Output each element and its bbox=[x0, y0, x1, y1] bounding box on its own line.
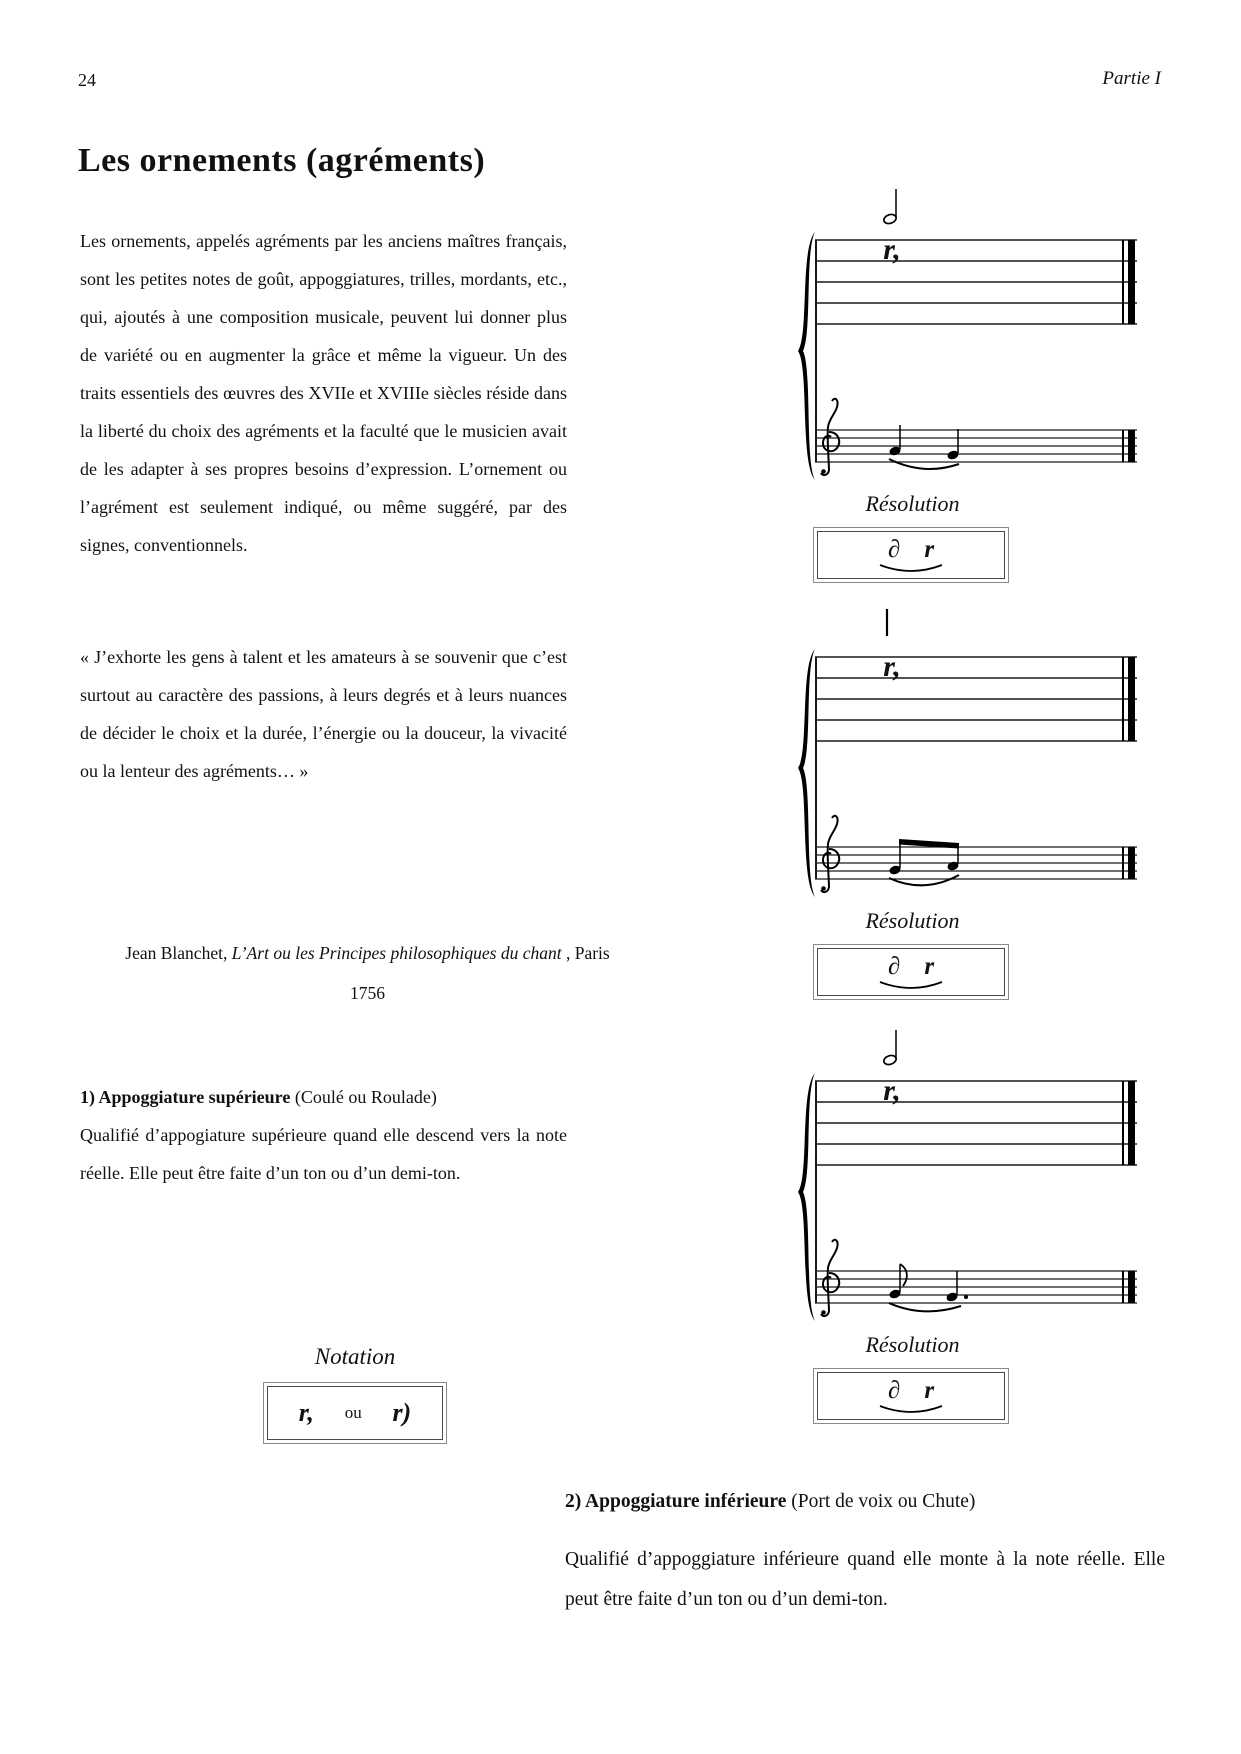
resolution-box-inner bbox=[817, 948, 1005, 996]
beamed-notes bbox=[888, 839, 959, 885]
music-figure-2 bbox=[795, 602, 1145, 1012]
resolution-label: Résolution bbox=[865, 491, 960, 516]
resolution-box bbox=[813, 1368, 1009, 1424]
resolution-symbol-right: r bbox=[924, 535, 935, 563]
section-2-body: Qualifié d’appoggiature inférieure quand elle monte à la note réelle. Elle peut être faite d’un ton ou d’un demi-ton. bbox=[565, 1549, 1165, 1610]
resolution-symbol-right: r bbox=[924, 952, 935, 980]
resolution-label: Résolution bbox=[865, 908, 960, 933]
section-1 bbox=[80, 1078, 567, 1192]
attribution-place-year: , Paris 1756 bbox=[350, 943, 610, 1003]
staff-system-icon bbox=[795, 185, 1145, 485]
flag-icon bbox=[900, 1264, 907, 1286]
ornament-sign: r, bbox=[883, 650, 901, 683]
section-1-heading-bold: 1) Appoggiature supérieure bbox=[80, 1087, 291, 1107]
section-1-body: Qualifié d’appogiature supérieure quand elle descend vers la note réelle. Elle peut être faite d’un ton ou d’un demi-ton. bbox=[80, 1125, 567, 1183]
section-2-heading bbox=[565, 1482, 1165, 1522]
page-number: 24 bbox=[78, 70, 96, 90]
treble-clef-icon bbox=[821, 1240, 839, 1316]
resolution-label: Résolution bbox=[865, 1332, 960, 1357]
staff-system-icon bbox=[795, 602, 1145, 902]
system-brace-icon bbox=[798, 232, 815, 480]
notation-box bbox=[263, 1382, 447, 1444]
upper-staff-lines bbox=[815, 1081, 1137, 1165]
system-brace-icon bbox=[798, 649, 815, 897]
augmentation-dot bbox=[964, 1295, 968, 1299]
attribution-work-title: L’Art ou les Principes philosophiques du chant bbox=[231, 943, 562, 963]
ornament-sign: r, bbox=[883, 233, 901, 266]
resolution-box-inner bbox=[817, 1372, 1005, 1420]
appoggiatura-comma-symbol: r, bbox=[298, 1398, 314, 1427]
lower-staff-lines bbox=[815, 430, 1137, 462]
music-figure-1 bbox=[795, 185, 1145, 595]
half-note-icon bbox=[883, 1030, 898, 1066]
resolution-symbol-left: ∂ bbox=[887, 1376, 901, 1404]
appoggiatura-paren-symbol: r) bbox=[392, 1398, 412, 1427]
section-2-heading-bold: 2) Appoggiature inférieure bbox=[565, 1491, 787, 1512]
upper-staff-lines bbox=[815, 657, 1137, 741]
section-1-heading-paren: (Coulé ou Roulade) bbox=[290, 1087, 437, 1107]
resolution-symbol-left: ∂ bbox=[887, 535, 901, 563]
treble-clef-icon bbox=[821, 399, 839, 475]
notation-conjunction: ou bbox=[344, 1403, 362, 1422]
notation-box-inner bbox=[267, 1386, 443, 1440]
treble-clef-icon bbox=[821, 816, 839, 892]
part-header: Partie I bbox=[1102, 68, 1161, 89]
notation-label: Notation bbox=[314, 1344, 396, 1369]
resolution-box bbox=[813, 944, 1009, 1000]
final-double-barline bbox=[1122, 240, 1135, 462]
slur-icon bbox=[876, 562, 946, 574]
slur-icon bbox=[889, 1303, 961, 1311]
lower-staff-lines bbox=[815, 1271, 1137, 1303]
final-double-barline bbox=[1122, 657, 1135, 879]
page-title: Les ornements (agréments) bbox=[78, 142, 486, 179]
half-note-icon bbox=[883, 189, 898, 225]
upper-staff-lines bbox=[815, 240, 1137, 324]
attribution bbox=[115, 933, 620, 1013]
intro-paragraph: Les ornements, appelés agréments par les anciens maîtres français, sont les petites notes de goût, appoggiatures, trilles, mordants, etc., qui, ajoutés à une composition musicale, peuvent lui donner plus de variété ou en augmenter la grâce et même la vigueur. Un des traits essentiels des œuvres des XVIIe et XVIIIe siècles réside dans la liberté du choix des agréments et la faculté que le musicien avait de les adapter à ses propres besoins d’expression. L’ornement ou l’agrément est seulement indiqué, ou même suggéré, par des signes, conventionnels. bbox=[80, 231, 567, 555]
section-2-heading-paren: (Port de voix ou Chute) bbox=[786, 1491, 976, 1512]
section-1-heading bbox=[80, 1078, 567, 1116]
lower-staff-lines bbox=[815, 847, 1137, 879]
system-brace-icon bbox=[798, 1073, 815, 1321]
resolution-box-inner bbox=[817, 531, 1005, 579]
attribution-author: Jean Blanchet, bbox=[125, 943, 232, 963]
slur-icon bbox=[876, 1403, 946, 1415]
ornament-sign: r, bbox=[883, 1074, 901, 1107]
section-2 bbox=[565, 1482, 1165, 1620]
resolution-symbol-left: ∂ bbox=[887, 952, 901, 980]
resolution-box bbox=[813, 527, 1009, 583]
music-figure-3 bbox=[795, 1026, 1145, 1436]
final-double-barline bbox=[1122, 1081, 1135, 1303]
resolution-symbol-right: r bbox=[924, 1376, 935, 1404]
staff-system-icon bbox=[795, 1026, 1145, 1326]
slur-icon bbox=[889, 875, 959, 885]
slur-icon bbox=[876, 979, 946, 991]
quote-paragraph: « J’exhorte les gens à talent et les amateurs à se souvenir que c’est surtout au caractère des passions, à leurs degrés et à leurs nuances de décider le choix et la durée, l’énergie ou la douceur, la vivacité ou la lenteur des agréments… » bbox=[80, 647, 567, 781]
slur-icon bbox=[889, 459, 959, 469]
